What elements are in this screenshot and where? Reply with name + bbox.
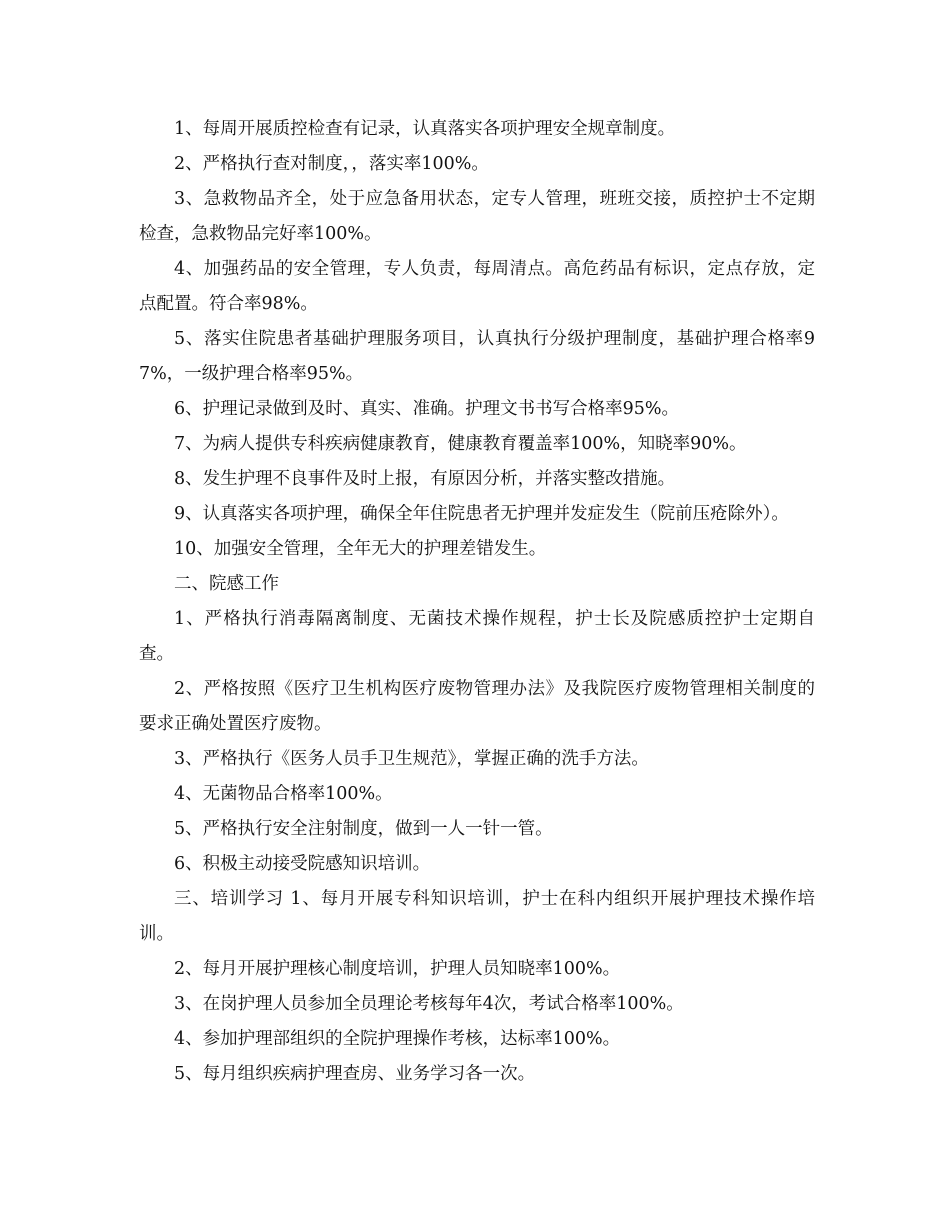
paragraph: 5、严格执行安全注射制度，做到一人一针一管。 [174,819,553,839]
paragraph: 3、严格执行《医务人员手卫生规范》，掌握正确的洗手方法。 [174,749,649,769]
paragraph: 4、无菌物品合格率100%。 [174,784,393,804]
paragraph: 4、参加护理部组织的全院护理操作考核，达标率100%。 [174,1029,621,1049]
paragraph: 6、护理记录做到及时、真实、准确。护理文书书写合格率95%。 [174,399,680,419]
paragraph: 1、严格执行消毒隔离制度、无菌技术操作规程，护士长及院感质控护士定期自查。 [139,609,815,664]
paragraph: 9、认真落实各项护理，确保全年住院患者无护理并发症发生（院前压疮除外）。 [174,504,789,524]
paragraph: 7、为病人提供专科疾病健康教育，健康教育覆盖率100%，知晓率90%。 [174,434,747,454]
paragraph: 4、加强药品的安全管理，专人负责，每周清点。高危药品有标识，定点存放，定点配置。符合率98%。 [139,259,815,314]
section-heading: 二、院感工作 [174,574,279,594]
paragraph: 3、在岗护理人员参加全员理论考核每年4次，考试合格率100%。 [174,994,684,1014]
paragraph: 2、严格按照《医疗卫生机构医疗废物管理办法》及我院医疗废物管理相关制度的要求正确处置医疗废物。 [139,679,815,734]
document-body [139,112,815,1092]
paragraph: 8、发生护理不良事件及时上报，有原因分析，并落实整改措施。 [174,469,676,489]
paragraph: 1、每周开展质控检查有记录，认真落实各项护理安全规章制度。 [174,119,676,139]
paragraph: 3、急救物品齐全，处于应急备用状态，定专人管理，班班交接，质控护士不定期检查，急救物品完好率100%。 [139,189,815,244]
paragraph: 6、积极主动接受院感知识培训。 [174,854,431,874]
section-heading-paragraph: 三、培训学习 1、每月开展专科知识培训，护士在科内组织开展护理技术操作培训。 [139,889,815,944]
paragraph: 5、落实住院患者基础护理服务项目，认真执行分级护理制度，基础护理合格率97%，一级护理合格率95%。 [139,329,815,384]
paragraph: 2、每月开展护理核心制度培训，护理人员知晓率100%。 [174,959,621,979]
paragraph: 10、加强安全管理，全年无大的护理差错发生。 [174,539,547,559]
paragraph: 5、每月组织疾病护理查房、业务学习各一次。 [174,1064,536,1084]
paragraph: 2、严格执行查对制度，，落实率100%。 [174,154,489,174]
